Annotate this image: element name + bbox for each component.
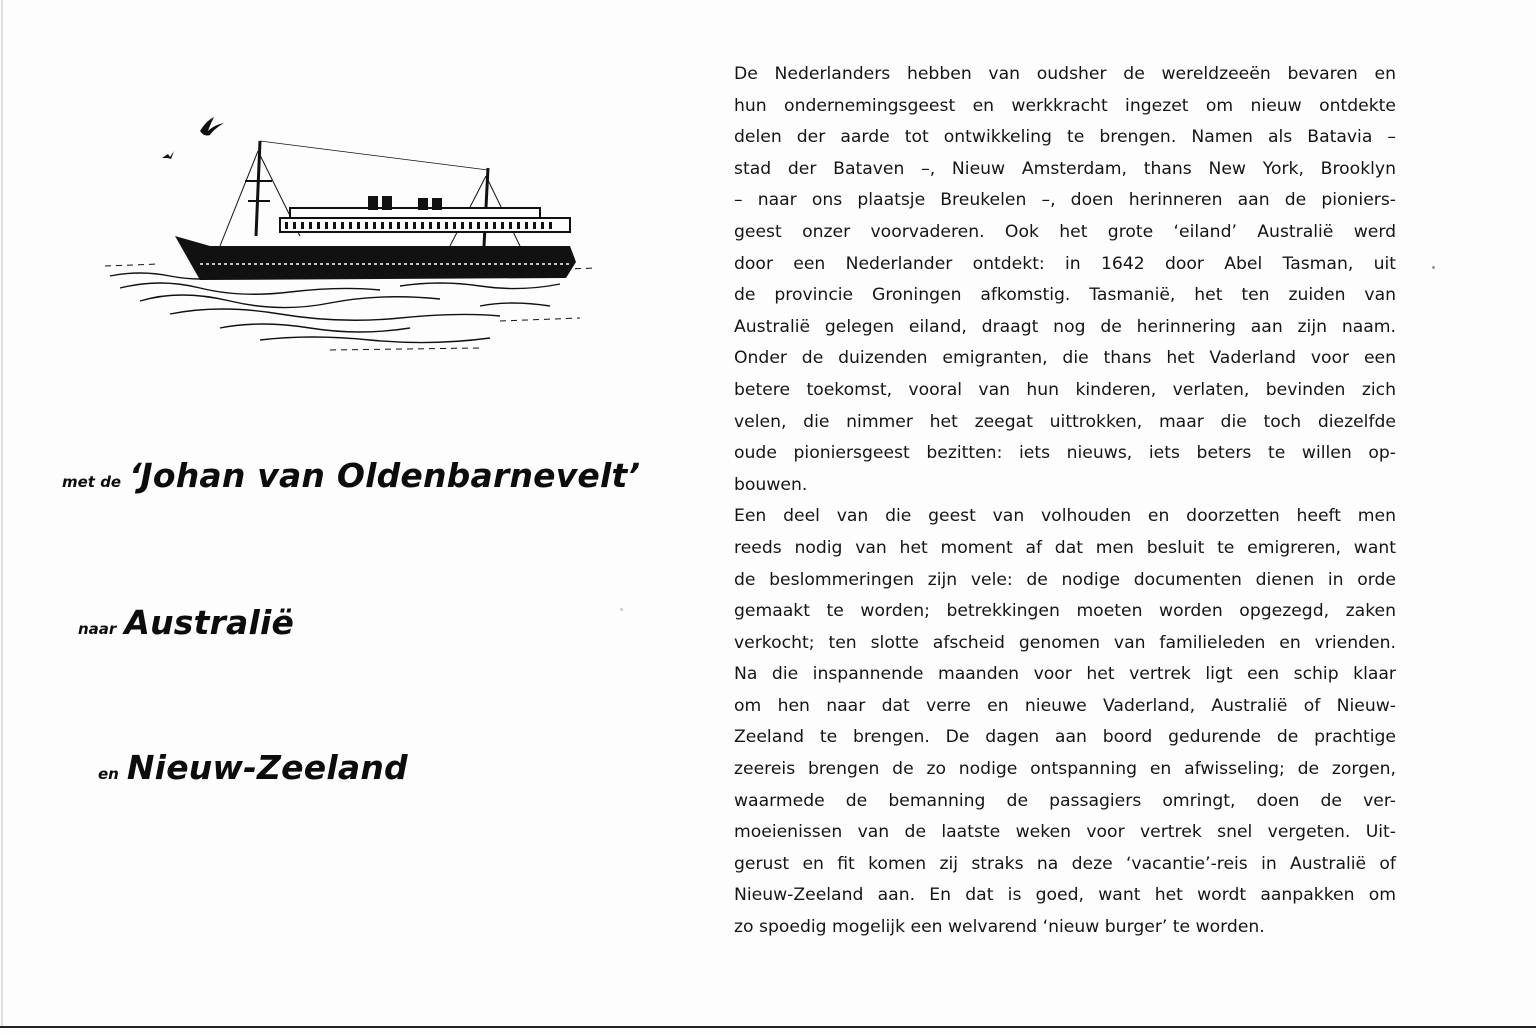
destination-new-zealand: Nieuw-Zeeland (126, 748, 408, 787)
body-text-line: hun ondernemingsgeest en werkkracht ingezet om nieuw ontdekte (734, 95, 1396, 116)
destination-australia: Australië (124, 603, 295, 642)
body-text (734, 59, 1396, 944)
body-text-line: – naar ons plaatsje Breukelen –, doen herinneren aan de pioniers- (734, 190, 1396, 211)
body-text-line: gemaakt te worden; betrekkingen moeten worden opgezegd, zaken (734, 601, 1396, 622)
body-text-line: verkocht; ten slotte afscheid genomen van familieleden en vrienden. (734, 632, 1396, 653)
body-text-line: om hen naar dat verre en nieuwe Vaderland, Australië of Nieuw- (734, 695, 1396, 716)
title-line-new-zealand (98, 748, 408, 787)
page-edge-left (1, 0, 3, 1026)
body-text-line: velen, die nimmer het zeegat uittrokken, maar die toch diezelfde (734, 411, 1396, 432)
paper-speck (620, 608, 623, 611)
page-edge-bottom (0, 1026, 1536, 1028)
body-text-line: zo spoedig mogelijk een welvarend ‘nieuw burger’ te worden. (734, 917, 1265, 938)
body-text-line: waarmede de bemanning de passagiers omringt, doen de ver- (734, 790, 1396, 811)
title-prefix-naar: naar (78, 620, 117, 638)
title-prefix-en: en (98, 765, 119, 783)
body-text-line: delen der aarde tot ontwikkeling te brengen. Namen als Batavia – (734, 127, 1396, 148)
title-line-ship (62, 456, 640, 495)
body-text-line: betere toekomst, vooral van hun kinderen, verlaten, bevinden zich (734, 379, 1396, 400)
body-text-line: Zeeland te brengen. De dagen aan boord gedurende de prachtige (734, 727, 1396, 748)
body-text-line: geest onzer voorvaderen. Ook het grote ‘eiland’ Australië werd (734, 221, 1396, 242)
body-text-line: De Nederlanders hebben van oudsher de wereldzeeën bevaren en (734, 64, 1396, 84)
ship-name: ‘Johan van Oldenbarnevelt’ (129, 456, 641, 495)
body-text-line: door een Nederlander ontdekt: in 1642 door Abel Tasman, uit (734, 253, 1396, 274)
body-text-line: zeereis brengen de zo nodige ontspanning en afwisseling; de zorgen, (734, 759, 1396, 780)
body-text-line: de beslommeringen zijn vele: de nodige documenten dienen in orde (734, 569, 1396, 590)
body-text-line: bouwen. (734, 474, 808, 495)
body-text-line: moeienissen van de laatste weken voor vertrek snel vergeten. Uit- (734, 822, 1396, 843)
body-text-line: gerust en fit komen zij straks na deze ‘vacantie’-reis in Australië of (734, 853, 1396, 874)
body-text-line: Australië gelegen eiland, draagt nog de herinnering aan zijn naam. (734, 316, 1396, 337)
title-line-australia (78, 603, 294, 642)
body-text-line: reeds nodig van het moment af dat men besluit te emigreren, want (734, 537, 1396, 558)
body-text-line: de provincie Groningen afkomstig. Tasmanië, het ten zuiden van (734, 285, 1396, 306)
body-text-line: oude pioniersgeest bezitten: iets nieuws, iets beters te willen op- (734, 443, 1396, 464)
body-text-line: Nieuw-Zeeland aan. En dat is goed, want het wordt aanpakken om (734, 885, 1396, 906)
body-text-line: stad der Bataven –, Nieuw Amsterdam, thans New York, Brooklyn (734, 158, 1396, 179)
body-text-line: Na die inspannende maanden voor het vertrek ligt een schip klaar (734, 664, 1396, 685)
title-prefix-met-de: met de (62, 473, 122, 491)
body-text-line: Een deel van die geest van volhouden en doorzetten heeft men (734, 506, 1396, 527)
paper-speck (1432, 266, 1435, 269)
ship-illustration (100, 96, 600, 356)
body-text-line: Onder de duizenden emigranten, die thans het Vaderland voor een (734, 348, 1396, 369)
